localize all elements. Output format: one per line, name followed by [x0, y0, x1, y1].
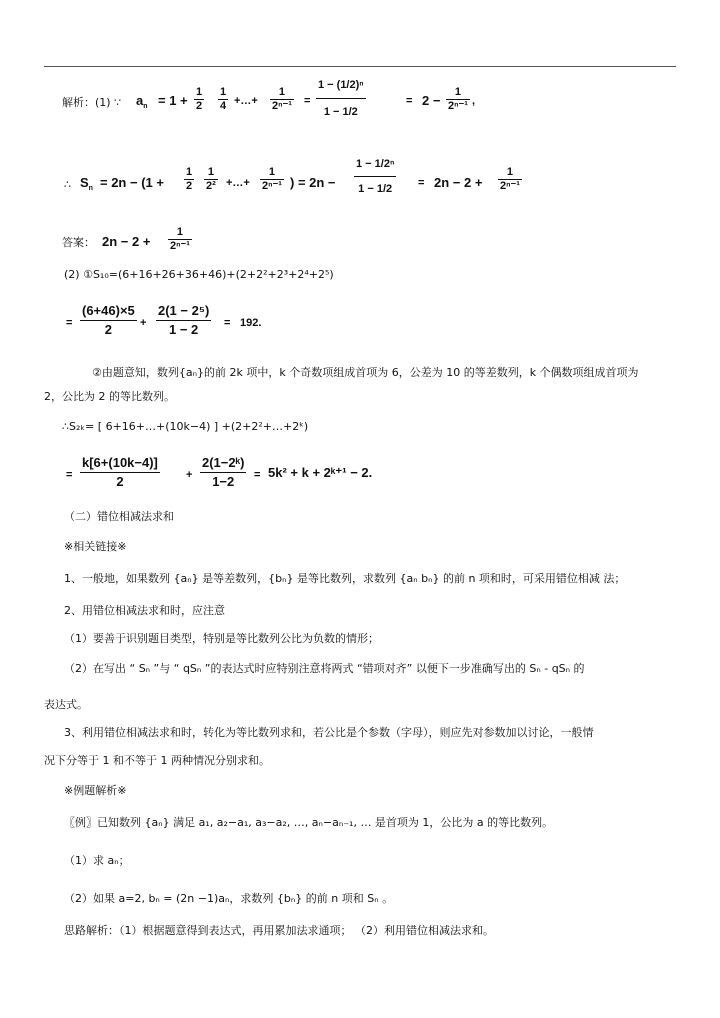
example-title: ※例题解析※ [64, 784, 127, 797]
links-item-2a: （1）要善于识别题目类型，特别是等比数列公比为负数的情形； [64, 632, 379, 645]
frac-den: 2ⁿ⁻¹ [272, 100, 292, 112]
ellipsis: +…+ [226, 177, 250, 189]
frac-den: 2 [186, 180, 193, 192]
frac-den: 1 − 1/2 [358, 183, 393, 195]
frac-den: 1−2 [212, 474, 235, 489]
example-question-1: （1）求 aₙ； [64, 854, 130, 867]
frac-den: 1 − 1/2 [323, 106, 358, 118]
s2k-result: 5k² + k + 2ᵏ⁺¹ − 2. [268, 465, 373, 480]
s10-result: 192. [240, 317, 262, 329]
equals: = [418, 177, 425, 189]
frac-last-term [270, 86, 294, 113]
links-item-2b: （2）在写出 “ Sₙ ”与 “ qSₙ ”的表达式时应特别注意将两式 “错项对齐” 以便下一步准确写出的 Sₙ - qSₙ 的 [64, 662, 585, 675]
frac-den: 2ⁿ⁻¹ [500, 180, 520, 192]
frac-num: 2(1−2ᵏ) [200, 454, 246, 473]
equals: = [66, 317, 73, 329]
frac-den: 2ⁿ⁻¹ [170, 240, 190, 252]
frac-num: 1 − (1/2)ⁿ [316, 72, 366, 99]
result-two-minus: 2 − [422, 93, 441, 108]
s2k-line: ∴S₂ₖ= [ 6+16+…+(10k−4) ] +(2+2²+…+2ᵏ) [62, 420, 309, 433]
plus: + [186, 469, 193, 481]
section-heading: （二）错位相减法求和 [64, 510, 174, 523]
frac-num: 1 [260, 166, 284, 180]
geometric-sum-fraction [316, 72, 366, 125]
frac-num: 1 [498, 166, 522, 180]
geo-sum-fraction [200, 454, 246, 491]
frac-den: 2² [206, 180, 216, 192]
frac-num: 2(1 − 2⁵) [156, 302, 211, 321]
links-item-3: 3、利用错位相减法求和时，转化为等比数列求和，若公比是个参数（字母），则应先对参数加以讨论，一般情 [64, 726, 594, 739]
equals: = [66, 469, 73, 481]
frac-den: 2 [116, 474, 124, 489]
answer-expr: 2n − 2 + [102, 234, 151, 249]
s10-line: (2) ①S₁₀=(6+16+26+36+46)+(2+2²+2³+2⁴+2⁵) [64, 268, 334, 281]
an-sub: n [143, 103, 148, 110]
frac-den: 4 [220, 100, 227, 112]
frac-result [446, 86, 470, 113]
answer-fraction [168, 226, 192, 253]
frac-num: 1 [186, 166, 193, 178]
frac-den: 2 [104, 322, 112, 337]
frac-num: 1 − 1/2ⁿ [354, 152, 396, 177]
comma: , [472, 95, 476, 107]
arith-sum-fraction [80, 454, 160, 491]
header-rule [44, 66, 676, 67]
frac-num: 1 [446, 86, 470, 100]
solution-idea: 思路解析：（1）根据题意得到表达式，再用累加法求通项； （2）利用错位相减法求和。 [64, 924, 494, 937]
frac-half [184, 166, 194, 193]
frac-quarter [218, 86, 228, 113]
frac-quarter [204, 166, 218, 193]
arith-sum-fraction [80, 302, 137, 339]
frac-den: 1 − 2 [169, 322, 199, 337]
part4-line2: 2，公比为 2 的等比数列。 [44, 390, 175, 403]
sn-expr: = 2n − (1 + [100, 175, 164, 190]
plus: + [140, 317, 147, 329]
frac-num: 1 [196, 86, 203, 98]
links-item-2b-cont: 表达式。 [44, 698, 88, 711]
links-item-2: 2、用错位相减法求和时，应注意 [64, 604, 225, 617]
frac-den: 2ⁿ⁻¹ [448, 100, 468, 112]
links-item-3-cont: 况下分等于 1 和不等于 1 两种情况分别求和。 [44, 754, 270, 767]
equals: = [304, 95, 311, 107]
equals: = [406, 95, 413, 107]
frac-half [194, 86, 204, 113]
geo-sum-fraction [156, 302, 211, 339]
geometric-sum-fraction [354, 152, 396, 201]
example-statement: 〖例〗已知数列 {aₙ} 满足 a₁, a₂−a₁, a₃−a₂, …, aₙ−aₙ₋₁, … 是首项为 1，公比为 a 的等比数列。 [64, 816, 554, 829]
equals: = [254, 469, 261, 481]
sn-result: 2n − 2 + [434, 175, 483, 190]
frac-num: 1 [220, 86, 227, 98]
frac-last-term [260, 166, 284, 193]
an-letter: a [136, 93, 144, 108]
sn-letter: S [80, 175, 89, 190]
sn-symbol [80, 176, 93, 196]
an-sum-start: = 1 + [158, 93, 188, 108]
links-title: ※相关链接※ [64, 540, 127, 553]
answer-label: 答案： [62, 236, 95, 249]
sn-sub: n [88, 185, 93, 192]
ellipsis: +…+ [234, 95, 258, 107]
links-item-1: 1、一般地，如果数列 {aₙ} 是等差数列，{bₙ} 是等比数列，求数列 {aₙ bₙ} 的前 n 项和时，可采用错位相减 法； [64, 572, 626, 585]
frac-num: 1 [168, 226, 192, 240]
frac-num: 1 [270, 86, 294, 100]
frac-num: 1 [204, 166, 218, 180]
analysis-label: 解析：(1) ∵ [62, 96, 122, 109]
equals: = [224, 317, 231, 329]
sn-mid: ) = 2n − [290, 175, 336, 190]
part4-line1: ②由题意知，数列{aₙ}的前 2k 项中，k 个奇数项组成首项为 6，公差为 10 的等差数列，k 个偶数项组成首项为 [92, 366, 639, 379]
frac-den: 2ⁿ⁻¹ [262, 180, 282, 192]
therefore-symbol: ∴ [64, 178, 71, 191]
frac-num: k[6+(10k−4)] [80, 454, 160, 473]
frac-result [498, 166, 522, 193]
frac-den: 2 [196, 100, 203, 112]
an-symbol [136, 94, 148, 114]
frac-num: (6+46)×5 [80, 302, 137, 321]
example-question-2: （2）如果 a=2, bₙ = (2n −1)aₙ，求数列 {bₙ} 的前 n 项和 Sₙ 。 [64, 892, 394, 905]
